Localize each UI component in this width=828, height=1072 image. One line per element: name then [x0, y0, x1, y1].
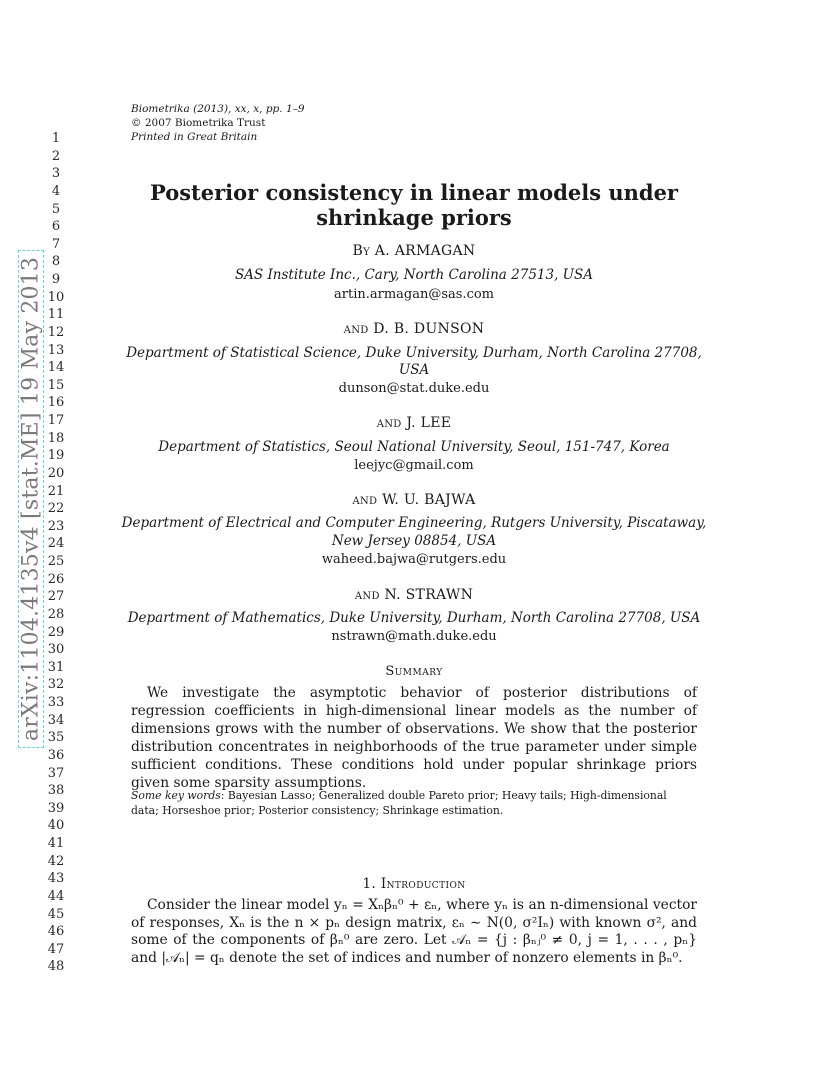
author-4-name: and W. U. BAJWA: [352, 492, 476, 508]
line-number: 48: [47, 959, 65, 975]
line-number: 43: [47, 871, 65, 887]
author-2-affiliation-line1: Department of Statistical Science, Duke University, Durham, North Carolina 27708,: [126, 345, 702, 361]
line-number: 9: [51, 272, 61, 287]
line-number: 45: [47, 906, 65, 922]
line-number: 23: [47, 518, 65, 534]
line-number: 19: [47, 448, 65, 464]
line-number: 14: [47, 360, 65, 376]
line-number: 13: [47, 342, 65, 358]
line-number: 6: [51, 219, 61, 235]
line-number: 31: [47, 659, 65, 675]
line-number: 20: [47, 465, 65, 481]
line-number: 42: [47, 853, 65, 869]
line-number: 24: [47, 536, 65, 552]
line-number: 3: [51, 166, 61, 182]
line-number: 12: [47, 324, 65, 340]
section-heading-introduction: 1. Introduction: [362, 876, 466, 892]
author-4-email[interactable]: waheed.bajwa@rutgers.edu: [321, 552, 507, 567]
keywords: [131, 788, 697, 818]
line-number: 33: [47, 695, 65, 710]
line-number: 22: [47, 501, 65, 517]
line-number: 35: [47, 730, 65, 746]
author-1-email[interactable]: artin.armagan@sas.com: [334, 287, 494, 302]
line-number: 36: [47, 747, 65, 763]
line-number: 41: [47, 836, 65, 851]
line-number: 47: [47, 941, 65, 957]
keywords-label: Some key words: [131, 789, 221, 802]
author-2-affiliation-line2: USA: [398, 362, 430, 378]
line-number: 21: [47, 483, 65, 499]
line-number: 30: [47, 642, 65, 658]
line-number: 8: [51, 254, 61, 270]
line-number: 25: [47, 554, 65, 569]
line-number: 26: [47, 571, 65, 587]
line-number: 46: [47, 924, 65, 940]
journal-header-line2: © 2007 Biometrika Trust: [131, 117, 266, 129]
summary-abstract: [131, 684, 697, 792]
line-number: 29: [47, 624, 65, 640]
journal-header-line1: Biometrika (2013), xx, x, pp. 1–9: [131, 103, 305, 115]
line-number: 4: [51, 183, 61, 199]
line-number: 2: [51, 148, 61, 164]
line-number: 5: [51, 201, 61, 217]
author-5-name: and N. STRAWN: [354, 587, 474, 603]
author-3-name: and J. LEE: [376, 415, 452, 431]
line-number: 11: [47, 307, 65, 323]
line-number: 40: [47, 818, 65, 834]
author-2-email[interactable]: dunson@stat.duke.edu: [338, 381, 490, 396]
line-number: 15: [47, 377, 65, 393]
line-number: 28: [47, 606, 65, 622]
line-number: 16: [47, 395, 65, 411]
line-number: 1: [51, 131, 61, 146]
author-4-affiliation-line2: New Jersey 08854, USA: [331, 533, 497, 549]
line-number: 32: [47, 677, 65, 693]
paper-title-line1: Posterior consistency in linear models under: [149, 180, 678, 205]
line-number: 17: [47, 413, 65, 428]
author-4-affiliation-line1: Department of Electrical and Computer Engineering, Rutgers University, Piscataway,: [121, 515, 707, 531]
summary-heading: Summary: [385, 664, 443, 679]
line-number: 39: [47, 800, 65, 816]
journal-header-line3: Printed in Great Britain: [131, 131, 258, 143]
line-number: 27: [47, 589, 65, 605]
author-5-affiliation: Department of Mathematics, Duke University, Durham, North Carolina 27708, USA: [127, 610, 701, 626]
arxiv-stamp[interactable]: arXiv:1104.4135v4 [stat.ME] 19 May 2013: [18, 256, 44, 742]
author-1-affiliation: SAS Institute Inc., Cary, North Carolina 27513, USA: [234, 267, 594, 283]
author-3-email[interactable]: leejyc@gmail.com: [354, 458, 474, 473]
line-number: 37: [47, 765, 65, 781]
paper-title-line2: shrinkage priors: [316, 205, 512, 230]
author-2-name: and D. B. DUNSON: [343, 321, 485, 337]
line-number: 10: [47, 289, 65, 305]
introduction-body: [131, 897, 697, 967]
line-number: 7: [51, 236, 61, 252]
summary-text: We investigate the asymptotic behavior of posterior distributions of regression coefficients in high-dimensional linear models as the number of dimensions grows with the number of observations. We show that the posterior distribution concentrates in neighborhoods of the true parameter under simple sufficient conditions. These conditions hold under popular shrinkage priors given some sparsity assumptions.: [131, 685, 697, 791]
author-1-name: By A. ARMAGAN: [352, 243, 476, 259]
introduction-paragraph: Consider the linear model yₙ = Xₙβₙ⁰ + εₙ, where yₙ is an n-dimensional vector of responses, Xₙ is the n × pₙ design matrix, εₙ ∼ N(0, σ²Iₙ) with known σ², and some of the components of βₙ⁰ are zero. Let 𝒜ₙ = {j : βₙⱼ⁰ ≠ 0, j = 1, . . . , pₙ} and |𝒜ₙ| = qₙ denote the set of indices and number of nonzero elements in βₙ⁰.: [131, 897, 697, 966]
line-number: 38: [47, 783, 65, 799]
keywords-text: : Bayesian Lasso; Generalized double Pareto prior; Heavy tails; High-dimensional data; Horseshoe prior; Posterior consistency; Shrinkage estimation.: [131, 789, 667, 817]
line-number: 18: [47, 430, 65, 446]
line-number: 34: [47, 712, 65, 728]
line-number: 44: [47, 888, 65, 904]
author-3-affiliation: Department of Statistics, Seoul National University, Seoul, 151-747, Korea: [158, 439, 670, 455]
author-5-email[interactable]: nstrawn@math.duke.edu: [331, 629, 497, 644]
